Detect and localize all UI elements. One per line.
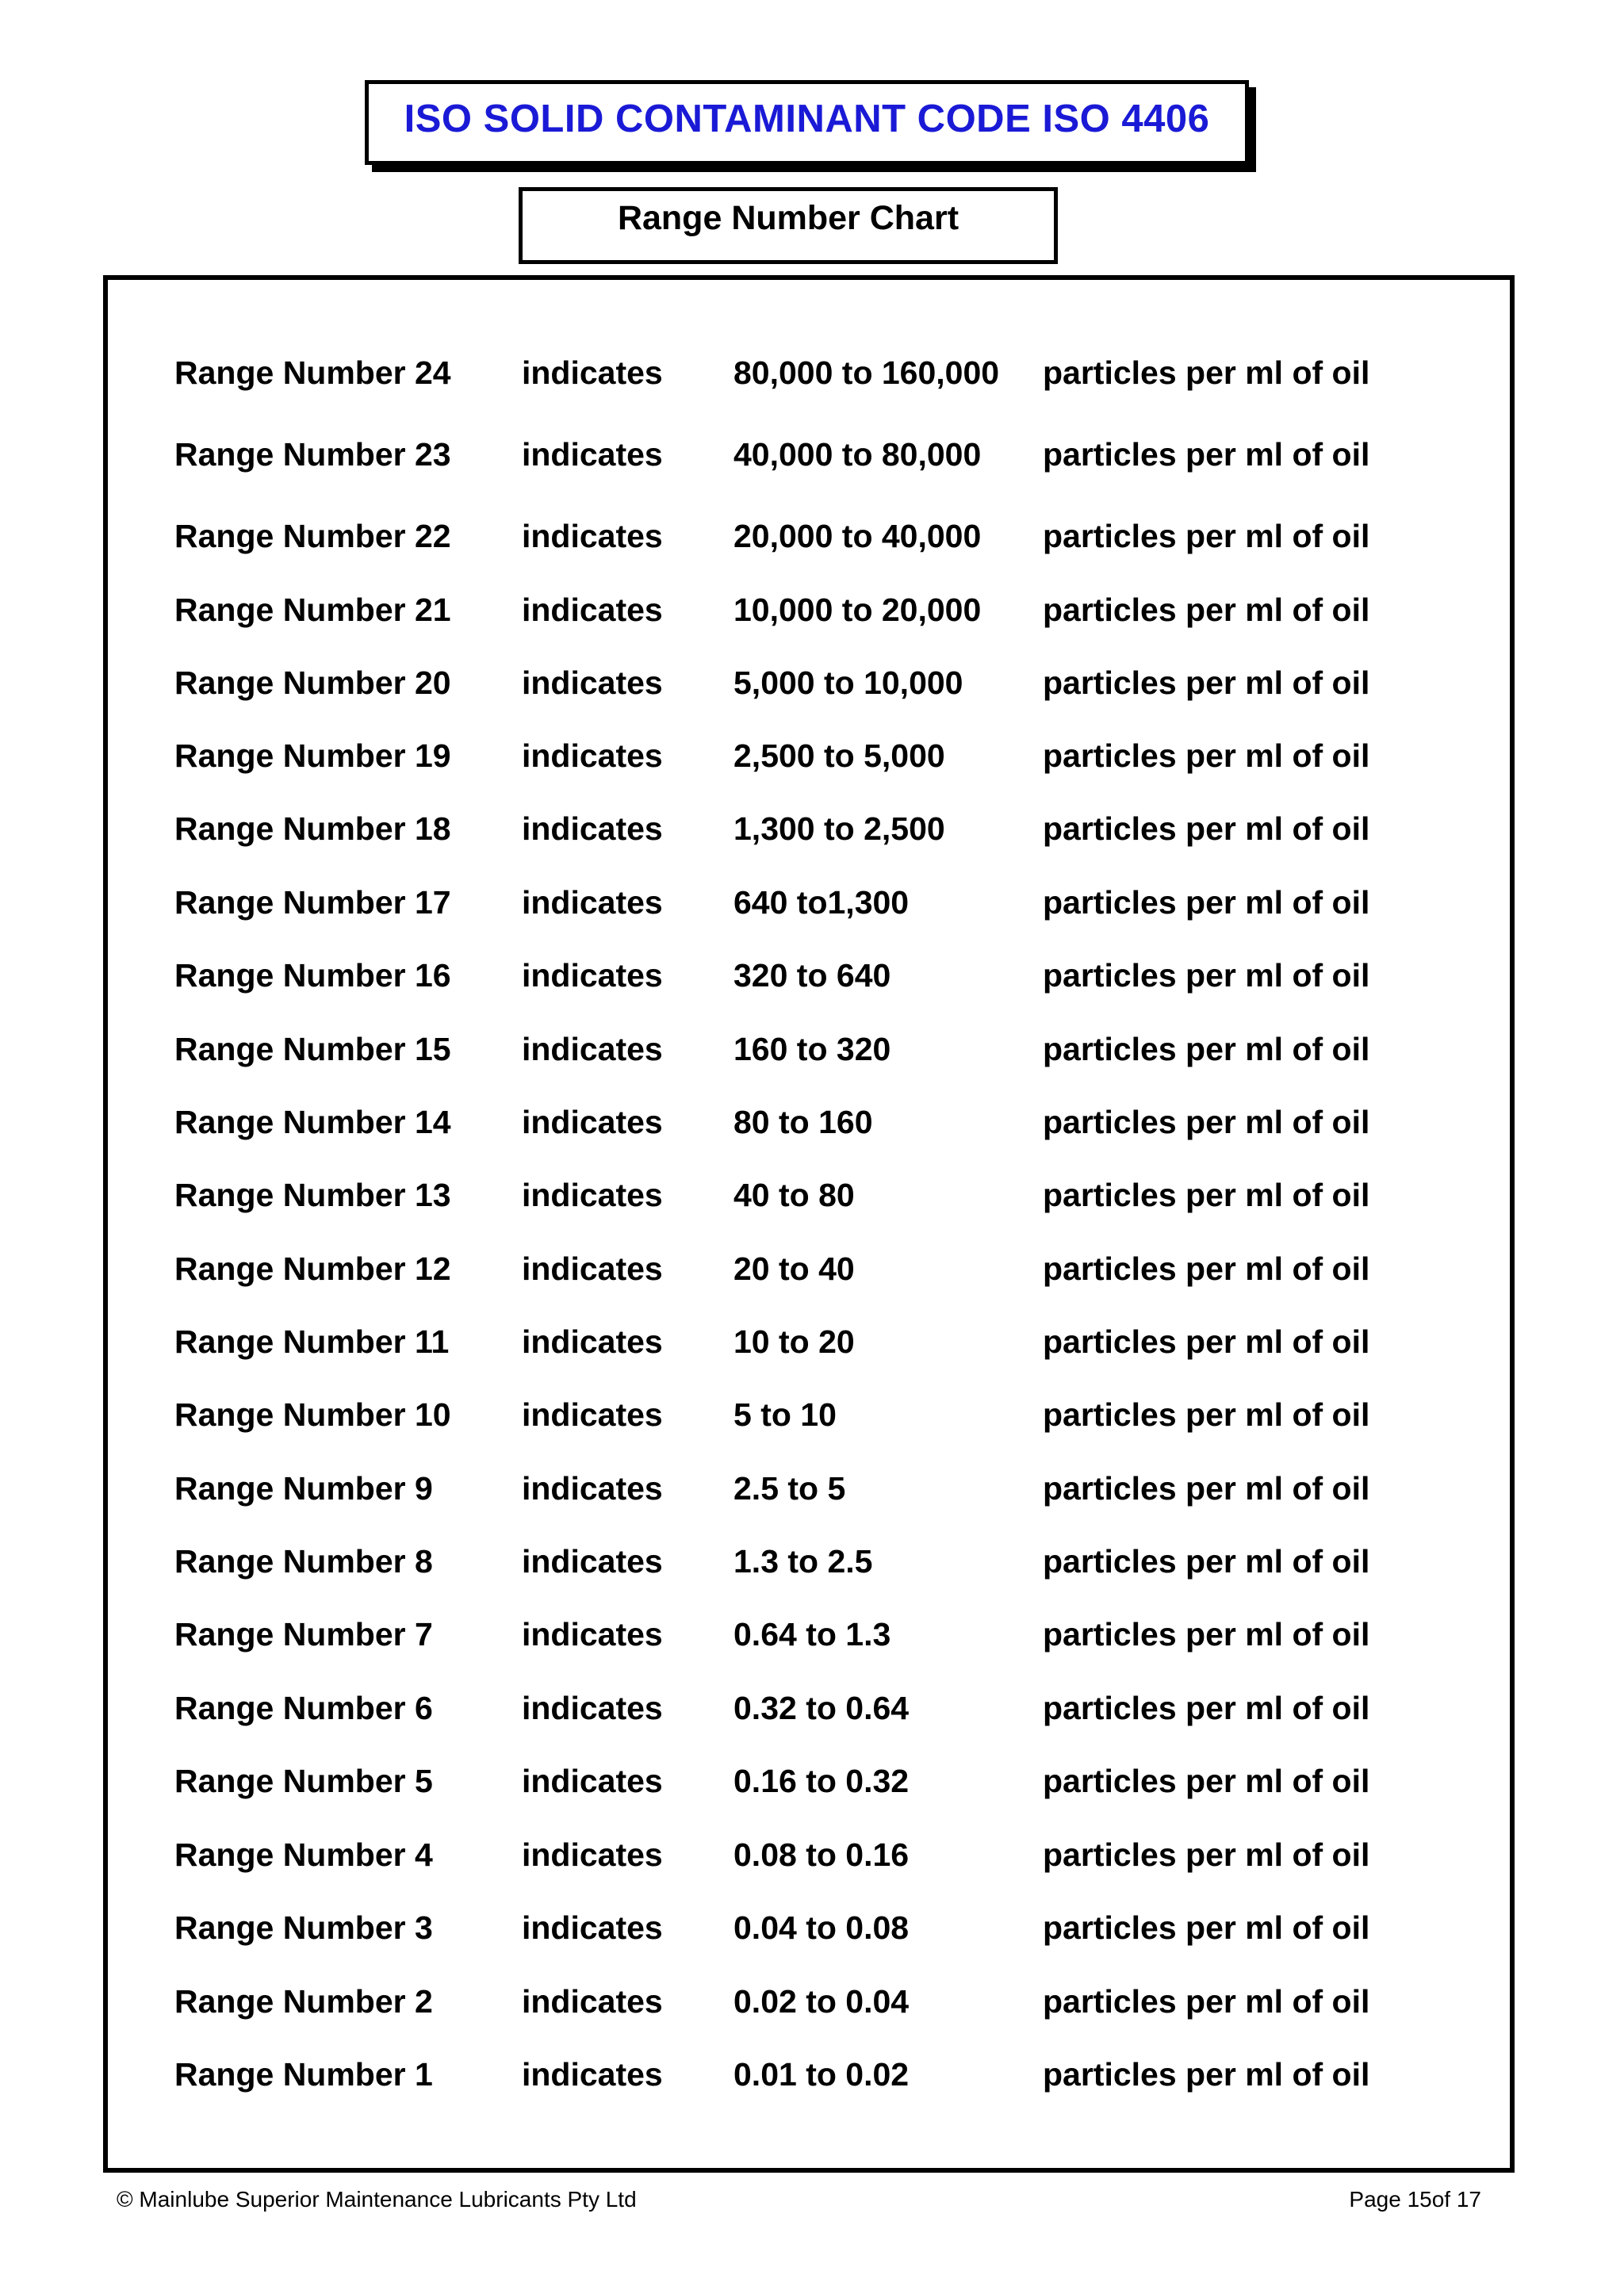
unit-text: particles per ml of oil: [1043, 664, 1370, 701]
range-label: Range Number 2: [174, 1983, 433, 2020]
unit-text: particles per ml of oil: [1043, 1836, 1370, 1873]
particle-range: 5,000 to 10,000: [733, 664, 963, 701]
range-chart-box: [103, 275, 1515, 2173]
table-row: [108, 1684, 1510, 1732]
unit-text: particles per ml of oil: [1043, 957, 1370, 994]
range-label: Range Number 17: [174, 884, 451, 921]
particle-range: 40,000 to 80,000: [733, 436, 982, 473]
range-label: Range Number 10: [174, 1396, 451, 1433]
table-row: [108, 952, 1510, 999]
indicates-text: indicates: [522, 518, 663, 554]
unit-text: particles per ml of oil: [1043, 1690, 1370, 1726]
indicates-text: indicates: [522, 1616, 663, 1653]
indicates-text: indicates: [522, 1177, 663, 1213]
table-row: [108, 1757, 1510, 1805]
indicates-text: indicates: [522, 664, 663, 701]
table-row: [108, 659, 1510, 707]
unit-text: particles per ml of oil: [1043, 1983, 1370, 2020]
range-label: Range Number 8: [174, 1543, 433, 1580]
table-row: [108, 732, 1510, 779]
table-row: [108, 1831, 1510, 1878]
range-label: Range Number 15: [174, 1031, 451, 1067]
unit-text: particles per ml of oil: [1043, 2056, 1370, 2093]
range-label: Range Number 9: [174, 1470, 433, 1507]
indicates-text: indicates: [522, 957, 663, 994]
particle-range: 40 to 80: [733, 1177, 855, 1213]
indicates-text: indicates: [522, 884, 663, 921]
particle-range: 640 to1,300: [733, 884, 910, 921]
particle-range: 20,000 to 40,000: [733, 518, 982, 554]
range-label: Range Number 21: [174, 592, 451, 628]
particle-range: 2,500 to 5,000: [733, 737, 945, 774]
unit-text: particles per ml of oil: [1043, 1763, 1370, 1799]
particle-range: 10 to 20: [733, 1323, 855, 1360]
particle-range: 1.3 to 2.5: [733, 1543, 873, 1580]
unit-text: particles per ml of oil: [1043, 1031, 1370, 1067]
particle-range: 0.64 to 1.3: [733, 1616, 891, 1653]
range-label: Range Number 5: [174, 1763, 433, 1799]
indicates-text: indicates: [522, 1396, 663, 1433]
unit-text: particles per ml of oil: [1043, 810, 1370, 847]
table-row: [108, 1391, 1510, 1438]
table-row: [108, 1465, 1510, 1512]
unit-text: particles per ml of oil: [1043, 1104, 1370, 1140]
range-label: Range Number 24: [174, 354, 451, 391]
particle-range: 0.02 to 0.04: [733, 1983, 910, 2020]
unit-text: particles per ml of oil: [1043, 1616, 1370, 1653]
table-row: [108, 1318, 1510, 1365]
range-label: Range Number 13: [174, 1177, 451, 1213]
particle-range: 160 to 320: [733, 1031, 891, 1067]
unit-text: particles per ml of oil: [1043, 884, 1370, 921]
table-row: [108, 1538, 1510, 1585]
range-label: Range Number 11: [174, 1323, 450, 1360]
table-row: [108, 1025, 1510, 1073]
particle-range: 20 to 40: [733, 1250, 855, 1287]
unit-text: particles per ml of oil: [1043, 1909, 1370, 1946]
range-label: Range Number 1: [174, 2056, 433, 2093]
particle-range: 80 to 160: [733, 1104, 873, 1140]
table-row: [108, 1904, 1510, 1951]
indicates-text: indicates: [522, 1983, 663, 2020]
indicates-text: indicates: [522, 1909, 663, 1946]
unit-text: particles per ml of oil: [1043, 592, 1370, 628]
table-row: [108, 1245, 1510, 1293]
table-row: [108, 1610, 1510, 1658]
indicates-text: indicates: [522, 1104, 663, 1140]
unit-text: particles per ml of oil: [1043, 1177, 1370, 1213]
range-label: Range Number 16: [174, 957, 451, 994]
particle-range: 2.5 to 5: [733, 1470, 846, 1507]
indicates-text: indicates: [522, 1690, 663, 1726]
particle-range: 80,000 to 160,000: [733, 354, 1000, 391]
indicates-text: indicates: [522, 1250, 663, 1287]
indicates-text: indicates: [522, 1836, 663, 1873]
particle-range: 0.32 to 0.64: [733, 1690, 910, 1726]
range-label: Range Number 18: [174, 810, 451, 847]
range-label: Range Number 12: [174, 1250, 451, 1287]
unit-text: particles per ml of oil: [1043, 518, 1370, 554]
indicates-text: indicates: [522, 1543, 663, 1580]
particle-range: 10,000 to 20,000: [733, 592, 982, 628]
indicates-text: indicates: [522, 1763, 663, 1799]
particle-range: 0.16 to 0.32: [733, 1763, 910, 1799]
particle-range: 0.04 to 0.08: [733, 1909, 910, 1946]
range-label: Range Number 20: [174, 664, 451, 701]
range-label: Range Number 7: [174, 1616, 433, 1653]
page-title: ISO SOLID CONTAMINANT CODE ISO 4406: [404, 97, 1210, 140]
table-row: [108, 879, 1510, 926]
range-label: Range Number 19: [174, 737, 451, 774]
indicates-text: indicates: [522, 592, 663, 628]
particle-range: 320 to 640: [733, 957, 891, 994]
chart-subtitle: Range Number Chart: [617, 199, 959, 237]
range-label: Range Number 23: [174, 436, 451, 473]
title-box: [365, 80, 1249, 165]
indicates-text: indicates: [522, 436, 663, 473]
particle-range: 1,300 to 2,500: [733, 810, 945, 847]
unit-text: particles per ml of oil: [1043, 436, 1370, 473]
table-row: [108, 349, 1510, 396]
particle-range: 0.08 to 0.16: [733, 1836, 910, 1873]
unit-text: particles per ml of oil: [1043, 1543, 1370, 1580]
unit-text: particles per ml of oil: [1043, 1470, 1370, 1507]
table-row: [108, 805, 1510, 852]
particle-range: 5 to 10: [733, 1396, 837, 1433]
range-table: [108, 280, 1510, 2168]
indicates-text: indicates: [522, 810, 663, 847]
unit-text: particles per ml of oil: [1043, 1250, 1370, 1287]
table-row: [108, 1098, 1510, 1146]
indicates-text: indicates: [522, 354, 663, 391]
indicates-text: indicates: [522, 737, 663, 774]
range-label: Range Number 14: [174, 1104, 451, 1140]
indicates-text: indicates: [522, 2056, 663, 2093]
unit-text: particles per ml of oil: [1043, 1323, 1370, 1360]
unit-text: particles per ml of oil: [1043, 1396, 1370, 1433]
page-number: Page 15of 17: [1349, 2187, 1481, 2212]
indicates-text: indicates: [522, 1470, 663, 1507]
table-row: [108, 431, 1510, 478]
table-row: [108, 512, 1510, 560]
range-label: Range Number 6: [174, 1690, 433, 1726]
particle-range: 0.01 to 0.02: [733, 2056, 910, 2093]
indicates-text: indicates: [522, 1323, 663, 1360]
copyright-notice: © Mainlube Superior Maintenance Lubricants Pty Ltd: [117, 2187, 637, 2212]
unit-text: particles per ml of oil: [1043, 354, 1370, 391]
indicates-text: indicates: [522, 1031, 663, 1067]
table-row: [108, 1171, 1510, 1219]
unit-text: particles per ml of oil: [1043, 737, 1370, 774]
range-label: Range Number 4: [174, 1836, 433, 1873]
range-label: Range Number 22: [174, 518, 451, 554]
table-row: [108, 586, 1510, 634]
table-row: [108, 1978, 1510, 2025]
subtitle-box: [519, 187, 1058, 264]
table-row: [108, 2051, 1510, 2098]
range-label: Range Number 3: [174, 1909, 433, 1946]
